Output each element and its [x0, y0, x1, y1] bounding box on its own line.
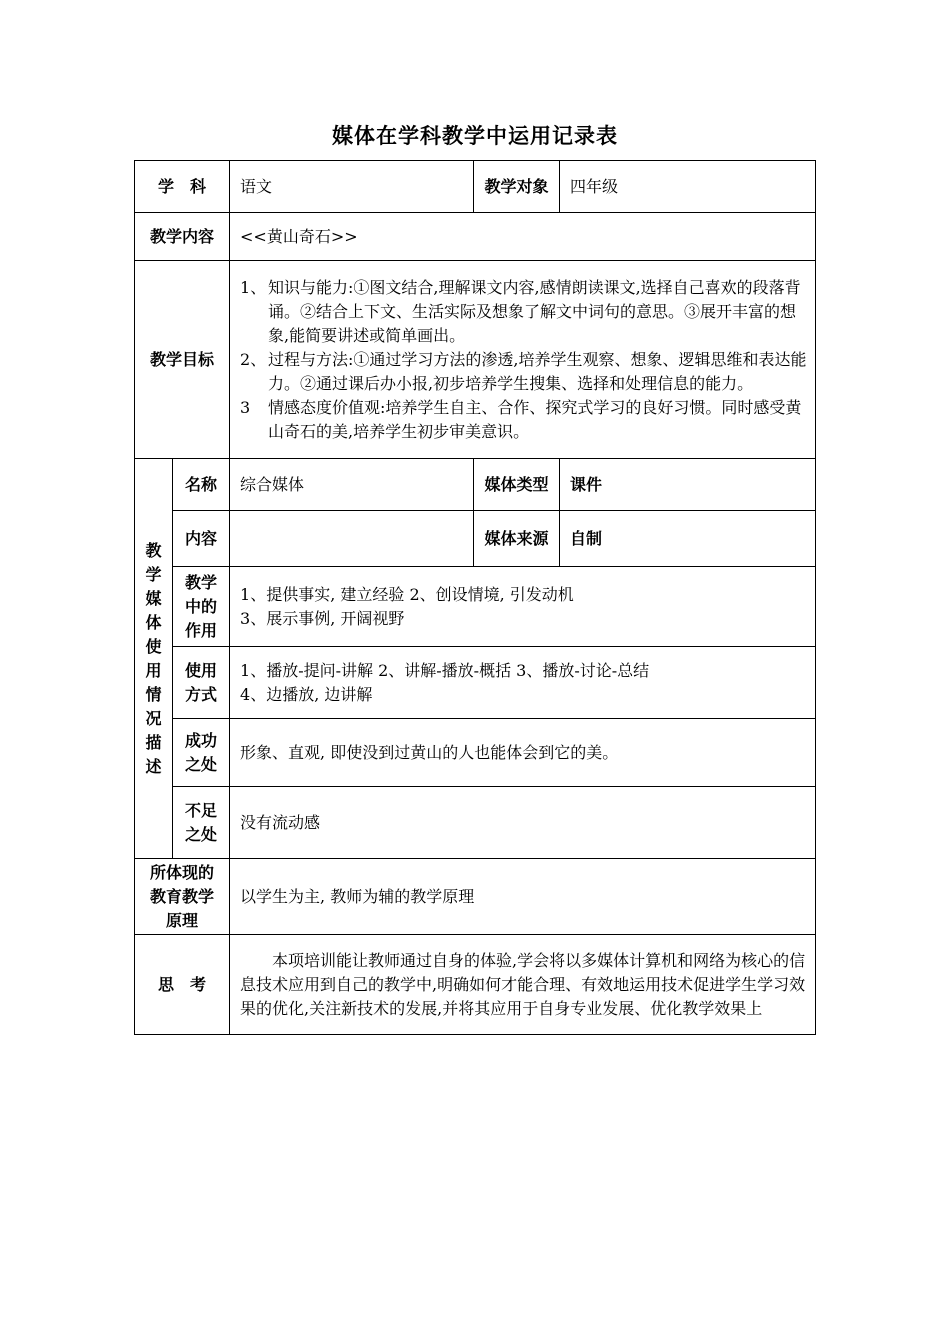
media-shortcoming-value: 没有流动感 [230, 787, 816, 859]
media-usage-label: 使用 方式 [173, 647, 230, 719]
goal-item: 3 情感态度价值观:培养学生自主、合作、探究式学习的良好习惯。同时感受黄山奇石的美,培养学生初步审美意识。 [240, 397, 802, 441]
audience-label: 教学对象 [474, 161, 560, 213]
page-title: 媒体在学科教学中运用记录表 [332, 124, 618, 148]
row-principle [135, 859, 816, 935]
row-content [135, 213, 816, 261]
record-table [134, 160, 816, 1035]
row-media-role [135, 567, 816, 647]
media-content-value [230, 511, 474, 567]
row-media-shortcoming [135, 787, 816, 859]
media-name-label: 名称 [173, 459, 230, 511]
row-media-success [135, 719, 816, 787]
media-content-label: 内容 [173, 511, 230, 567]
row-reflection [135, 935, 816, 1035]
row-subject [135, 161, 816, 213]
goal-item: 2、 过程与方法:①通过学习方法的渗透,培养学生观察、想象、逻辑思维和表达能力。②通过课后办小报,初步培养学生搜集、选择和处理信息的能力。 [240, 349, 807, 393]
row-media-name [135, 459, 816, 511]
media-type-value: 课件 [560, 459, 816, 511]
principle-value: 以学生为主, 教师为辅的教学原理 [230, 859, 816, 935]
audience-value: 四年级 [560, 161, 816, 213]
reflection-value: 本项培训能让教师通过自身的体验,学会将以多媒体计算机和网络为核心的信息技术应用到自己的教学中,明确如何才能合理、有效地运用技术促进学生学习效果的优化,关注新技术的发展,并将其应用于自身专业发展、优化教学效果上 [230, 935, 816, 1035]
media-success-label: 成功 之处 [173, 719, 230, 787]
media-shortcoming-label: 不足 之处 [173, 787, 230, 859]
subject-value: 语文 [230, 161, 474, 213]
media-source-label: 媒体来源 [474, 511, 560, 567]
media-success-value: 形象、直观, 即使没到过黄山的人也能体会到它的美。 [230, 719, 816, 787]
principle-label: 所体现的 教育教学 原理 [135, 859, 230, 935]
media-type-label: 媒体类型 [474, 459, 560, 511]
subject-label: 学 科 [135, 161, 230, 213]
goals-label: 教学目标 [135, 261, 230, 459]
content-label: 教学内容 [135, 213, 230, 261]
media-usage-value: 1、播放-提问-讲解 2、讲解-播放-概括 3、播放-讨论-总结 4、边播放, 边讲解 [230, 647, 816, 719]
goal-item: 1、 知识与能力:①图文结合,理解课文内容,感情朗读课文,选择自己喜欢的段落背诵。②结合上下文、生活实际及想象了解文中词句的意思。③展开丰富的想象,能简要讲述或简单画出。 [240, 277, 801, 345]
media-section-label: 教 学 媒 体 使 用 情 况 描 述 [135, 459, 173, 859]
row-media-content [135, 511, 816, 567]
row-media-usage [135, 647, 816, 719]
media-role-value: 1、提供事实, 建立经验 2、创设情境, 引发动机 3、展示事例, 开阔视野 [230, 567, 816, 647]
row-goals [135, 261, 816, 459]
media-role-label: 教学 中的 作用 [173, 567, 230, 647]
content-value: <<黄山奇石>> [230, 213, 816, 261]
reflection-label: 思 考 [135, 935, 230, 1035]
goals-value [230, 261, 816, 459]
media-source-value: 自制 [560, 511, 816, 567]
media-name-value: 综合媒体 [230, 459, 474, 511]
